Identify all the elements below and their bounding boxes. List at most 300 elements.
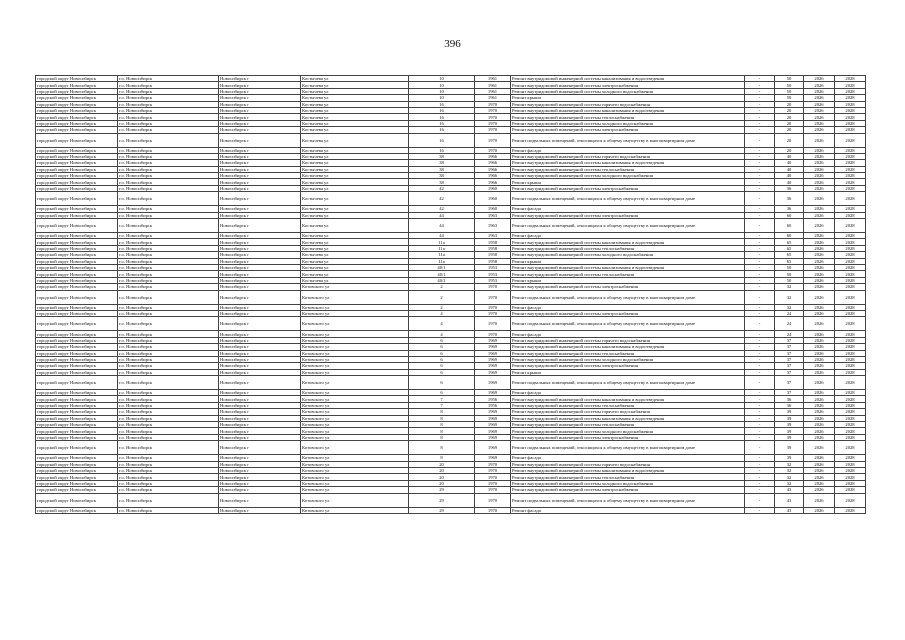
start-year-cell: 2026 <box>804 277 835 283</box>
value-cell: 37 <box>775 376 804 390</box>
municipality-cell: городской округ Новосибирск <box>36 114 118 120</box>
house-cell: 29 <box>409 507 475 513</box>
municipality-cell: городской округ Новосибирск <box>36 467 118 473</box>
value-cell: 43 <box>775 507 804 513</box>
work-type-cell: Ремонт внутридомовой инженерной системы электроснабжения <box>511 434 745 440</box>
house-cell: 8 <box>409 441 475 455</box>
start-year-cell: 2026 <box>804 434 835 440</box>
street-cell: Костычева ул <box>301 252 409 258</box>
municipality-cell: городской округ Новосибирск <box>36 239 118 245</box>
start-year-cell: 2026 <box>804 369 835 375</box>
end-year-cell: 2028 <box>835 206 866 212</box>
end-year-cell: 2028 <box>835 467 866 473</box>
dash-cell: - <box>745 277 775 283</box>
city-cell: Новосибирск г <box>219 428 301 434</box>
house-cell: 8 <box>409 428 475 434</box>
start-year-cell: 2026 <box>804 310 835 316</box>
work-type-cell: Ремонт внутридомовой инженерной системы теплоснабжения <box>511 245 745 251</box>
dash-cell: - <box>745 245 775 251</box>
house-cell: 44 <box>409 212 475 218</box>
work-type-cell: Ремонт фасада <box>511 233 745 239</box>
street-cell: Котовского ул <box>301 467 409 473</box>
house-cell: 6 <box>409 337 475 343</box>
end-year-cell: 2028 <box>835 271 866 277</box>
city-cell: Новосибирск г <box>219 271 301 277</box>
city-cell: Новосибирск г <box>219 233 301 239</box>
end-year-cell: 2028 <box>835 239 866 245</box>
city-cell: Новосибирск г <box>219 239 301 245</box>
work-type-cell: Ремонт внутридомовой инженерной системы электроснабжения <box>511 82 745 88</box>
work-type-cell: Ремонт подвальных помещений, относящихся к общему имуществу в многоквартирном доме <box>511 219 745 233</box>
city-cell: Новосибирск г <box>219 120 301 126</box>
value-cell: 20 <box>775 101 804 107</box>
city-cell: Новосибирск г <box>219 127 301 133</box>
house-cell: 38 <box>409 179 475 185</box>
table-row <box>36 219 866 233</box>
value-cell: 37 <box>775 344 804 350</box>
start-year-cell: 2026 <box>804 206 835 212</box>
work-type-cell: Ремонт внутридомовой инженерной системы канализования и водоотведения <box>511 107 745 113</box>
end-year-cell: 2028 <box>835 185 866 191</box>
start-year-cell: 2026 <box>804 271 835 277</box>
year-cell: 1970 <box>475 480 511 486</box>
dash-cell: - <box>745 428 775 434</box>
start-year-cell: 2026 <box>804 219 835 233</box>
work-type-cell: Ремонт внутридомовой инженерной системы канализования и водоотведения <box>511 76 745 82</box>
work-type-cell: Ремонт крыши <box>511 277 745 283</box>
year-cell: 1970 <box>475 133 511 147</box>
year-cell: 1969 <box>475 434 511 440</box>
district-cell: г.о. Новосибирск <box>118 95 219 101</box>
district-cell: г.о. Новосибирск <box>118 376 219 390</box>
dash-cell: - <box>745 212 775 218</box>
value-cell: 39 <box>775 415 804 421</box>
street-cell: Костычева ул <box>301 153 409 159</box>
start-year-cell: 2026 <box>804 441 835 455</box>
start-year-cell: 2026 <box>804 474 835 480</box>
city-cell: Новосибирск г <box>219 252 301 258</box>
municipality-cell: городской округ Новосибирск <box>36 212 118 218</box>
end-year-cell: 2028 <box>835 173 866 179</box>
year-cell: 1961 <box>475 95 511 101</box>
value-cell: 20 <box>775 133 804 147</box>
dash-cell: - <box>745 331 775 337</box>
value-cell: 65 <box>775 252 804 258</box>
house-cell: 16 <box>409 114 475 120</box>
dash-cell: - <box>745 153 775 159</box>
dash-cell: - <box>745 166 775 172</box>
district-cell: г.о. Новосибирск <box>118 127 219 133</box>
year-cell: 1961 <box>475 76 511 82</box>
district-cell: г.о. Новосибирск <box>118 120 219 126</box>
start-year-cell: 2026 <box>804 487 835 493</box>
municipality-cell: городской округ Новосибирск <box>36 258 118 264</box>
street-cell: Котовского ул <box>301 402 409 408</box>
year-cell: 1970 <box>475 467 511 473</box>
value-cell: 20 <box>775 114 804 120</box>
value-cell: 36 <box>775 396 804 402</box>
value-cell: 32 <box>775 461 804 467</box>
district-cell: г.о. Новосибирск <box>118 147 219 153</box>
value-cell: 40 <box>775 166 804 172</box>
municipality-cell: городской округ Новосибирск <box>36 369 118 375</box>
end-year-cell: 2028 <box>835 166 866 172</box>
year-cell: 1970 <box>475 461 511 467</box>
street-cell: Костычева ул <box>301 277 409 283</box>
dash-cell: - <box>745 369 775 375</box>
table-row <box>36 376 866 390</box>
municipality-cell: городской округ Новосибирск <box>36 153 118 159</box>
municipality-cell: городской округ Новосибирск <box>36 271 118 277</box>
dash-cell: - <box>745 474 775 480</box>
house-cell: 42 <box>409 206 475 212</box>
start-year-cell: 2026 <box>804 82 835 88</box>
start-year-cell: 2026 <box>804 304 835 310</box>
street-cell: Костычева ул <box>301 212 409 218</box>
city-cell: Новосибирск г <box>219 461 301 467</box>
district-cell: г.о. Новосибирск <box>118 461 219 467</box>
value-cell: 40 <box>775 153 804 159</box>
end-year-cell: 2028 <box>835 390 866 396</box>
street-cell: Котовского ул <box>301 434 409 440</box>
end-year-cell: 2028 <box>835 455 866 461</box>
end-year-cell: 2028 <box>835 107 866 113</box>
city-cell: Новосибирск г <box>219 507 301 513</box>
street-cell: Костычева ул <box>301 147 409 153</box>
street-cell: Костычева ул <box>301 114 409 120</box>
work-type-cell: Ремонт внутридомовой инженерной системы электроснабжения <box>511 487 745 493</box>
district-cell: г.о. Новосибирск <box>118 179 219 185</box>
district-cell: г.о. Новосибирск <box>118 206 219 212</box>
end-year-cell: 2028 <box>835 95 866 101</box>
dash-cell: - <box>745 114 775 120</box>
dash-cell: - <box>745 363 775 369</box>
municipality-cell: городской округ Новосибирск <box>36 428 118 434</box>
start-year-cell: 2026 <box>804 258 835 264</box>
dash-cell: - <box>745 304 775 310</box>
house-cell: 20 <box>409 480 475 486</box>
house-cell: 38 <box>409 166 475 172</box>
work-type-cell: Ремонт внутридомовой инженерной системы теплоснабжения <box>511 422 745 428</box>
year-cell: 1960 <box>475 206 511 212</box>
city-cell: Новосибирск г <box>219 166 301 172</box>
year-cell: 1963 <box>475 233 511 239</box>
municipality-cell: городской округ Новосибирск <box>36 304 118 310</box>
dash-cell: - <box>745 258 775 264</box>
value-cell: 20 <box>775 107 804 113</box>
table-row <box>36 493 866 507</box>
value-cell: 50 <box>775 82 804 88</box>
municipality-cell: городской округ Новосибирск <box>36 422 118 428</box>
district-cell: г.о. Новосибирск <box>118 363 219 369</box>
house-cell: 16 <box>409 101 475 107</box>
dash-cell: - <box>745 461 775 467</box>
dash-cell: - <box>745 350 775 356</box>
work-type-cell: Ремонт крыши <box>511 258 745 264</box>
value-cell: 39 <box>775 428 804 434</box>
value-cell: 39 <box>775 434 804 440</box>
dash-cell: - <box>745 467 775 473</box>
end-year-cell: 2028 <box>835 277 866 283</box>
start-year-cell: 2026 <box>804 252 835 258</box>
city-cell: Новосибирск г <box>219 376 301 390</box>
year-cell: 1970 <box>475 107 511 113</box>
municipality-cell: городской округ Новосибирск <box>36 147 118 153</box>
dash-cell: - <box>745 206 775 212</box>
municipality-cell: городской округ Новосибирск <box>36 441 118 455</box>
street-cell: Костычева ул <box>301 82 409 88</box>
municipality-cell: городской округ Новосибирск <box>36 233 118 239</box>
street-cell: Костычева ул <box>301 127 409 133</box>
house-cell: 11а <box>409 245 475 251</box>
district-cell: г.о. Новосибирск <box>118 166 219 172</box>
house-cell: 8 <box>409 434 475 440</box>
house-cell: 16 <box>409 133 475 147</box>
municipality-cell: городской округ Новосибирск <box>36 310 118 316</box>
street-cell: Котовского ул <box>301 461 409 467</box>
dash-cell: - <box>745 173 775 179</box>
dash-cell: - <box>745 133 775 147</box>
value-cell: 60 <box>775 219 804 233</box>
value-cell: 65 <box>775 245 804 251</box>
year-cell: 1970 <box>475 507 511 513</box>
district-cell: г.о. Новосибирск <box>118 160 219 166</box>
value-cell: 65 <box>775 258 804 264</box>
municipality-cell: городской округ Новосибирск <box>36 415 118 421</box>
value-cell: 50 <box>775 95 804 101</box>
municipality-cell: городской округ Новосибирск <box>36 474 118 480</box>
start-year-cell: 2026 <box>804 127 835 133</box>
year-cell: 1970 <box>475 290 511 304</box>
work-type-cell: Ремонт внутридомовой инженерной системы горячего водоснабжения <box>511 461 745 467</box>
end-year-cell: 2028 <box>835 212 866 218</box>
value-cell: 37 <box>775 369 804 375</box>
municipality-cell: городской округ Новосибирск <box>36 284 118 290</box>
house-cell: 10 <box>409 88 475 94</box>
end-year-cell: 2028 <box>835 179 866 185</box>
street-cell: Костычева ул <box>301 192 409 206</box>
city-cell: Новосибирск г <box>219 264 301 270</box>
street-cell: Котовского ул <box>301 369 409 375</box>
dash-cell: - <box>745 82 775 88</box>
street-cell: Котовского ул <box>301 441 409 455</box>
city-cell: Новосибирск г <box>219 219 301 233</box>
value-cell: 37 <box>775 390 804 396</box>
year-cell: 1966 <box>475 160 511 166</box>
street-cell: Котовского ул <box>301 337 409 343</box>
work-type-cell: Ремонт внутридомовой инженерной системы горячего водоснабжения <box>511 101 745 107</box>
house-cell: 7 <box>409 402 475 408</box>
district-cell: г.о. Новосибирск <box>118 390 219 396</box>
district-cell: г.о. Новосибирск <box>118 185 219 191</box>
city-cell: Новосибирск г <box>219 467 301 473</box>
district-cell: г.о. Новосибирск <box>118 233 219 239</box>
city-cell: Новосибирск г <box>219 95 301 101</box>
start-year-cell: 2026 <box>804 166 835 172</box>
value-cell: 32 <box>775 290 804 304</box>
house-cell: 2 <box>409 304 475 310</box>
municipality-cell: городской округ Новосибирск <box>36 185 118 191</box>
dash-cell: - <box>745 192 775 206</box>
start-year-cell: 2026 <box>804 290 835 304</box>
municipality-cell: городской округ Новосибирск <box>36 390 118 396</box>
year-cell: 1953 <box>475 264 511 270</box>
street-cell: Костычева ул <box>301 245 409 251</box>
street-cell: Костычева ул <box>301 76 409 82</box>
city-cell: Новосибирск г <box>219 396 301 402</box>
work-type-cell: Ремонт внутридомовой инженерной системы теплоснабжения <box>511 402 745 408</box>
year-cell: 1970 <box>475 284 511 290</box>
house-cell: 42 <box>409 192 475 206</box>
city-cell: Новосибирск г <box>219 82 301 88</box>
district-cell: г.о. Новосибирск <box>118 467 219 473</box>
end-year-cell: 2028 <box>835 317 866 331</box>
end-year-cell: 2028 <box>835 233 866 239</box>
value-cell: 39 <box>775 422 804 428</box>
municipality-cell: городской округ Новосибирск <box>36 206 118 212</box>
district-cell: г.о. Новосибирск <box>118 219 219 233</box>
start-year-cell: 2026 <box>804 284 835 290</box>
start-year-cell: 2026 <box>804 363 835 369</box>
start-year-cell: 2026 <box>804 192 835 206</box>
year-cell: 1970 <box>475 147 511 153</box>
start-year-cell: 2026 <box>804 212 835 218</box>
street-cell: Костычева ул <box>301 179 409 185</box>
value-cell: 39 <box>775 455 804 461</box>
street-cell: Костычева ул <box>301 258 409 264</box>
year-cell: 1961 <box>475 88 511 94</box>
end-year-cell: 2028 <box>835 120 866 126</box>
city-cell: Новосибирск г <box>219 173 301 179</box>
work-type-cell: Ремонт фасада <box>511 331 745 337</box>
house-cell: 6 <box>409 363 475 369</box>
value-cell: 39 <box>775 441 804 455</box>
value-cell: 32 <box>775 480 804 486</box>
street-cell: Костычева ул <box>301 185 409 191</box>
city-cell: Новосибирск г <box>219 422 301 428</box>
street-cell: Котовского ул <box>301 415 409 421</box>
street-cell: Котовского ул <box>301 422 409 428</box>
municipality-cell: городской округ Новосибирск <box>36 461 118 467</box>
street-cell: Котовского ул <box>301 290 409 304</box>
value-cell: 32 <box>775 304 804 310</box>
municipality-cell: городской округ Новосибирск <box>36 290 118 304</box>
street-cell: Костычева ул <box>301 160 409 166</box>
start-year-cell: 2026 <box>804 133 835 147</box>
end-year-cell: 2028 <box>835 153 866 159</box>
work-type-cell: Ремонт подвальных помещений, относящихся к общему имуществу в многоквартирном доме <box>511 192 745 206</box>
table-row <box>36 192 866 206</box>
street-cell: Котовского ул <box>301 480 409 486</box>
end-year-cell: 2028 <box>835 376 866 390</box>
municipality-cell: городской округ Новосибирск <box>36 173 118 179</box>
dash-cell: - <box>745 317 775 331</box>
district-cell: г.о. Новосибирск <box>118 356 219 362</box>
dash-cell: - <box>745 344 775 350</box>
value-cell: 24 <box>775 331 804 337</box>
year-cell: 1969 <box>475 441 511 455</box>
year-cell: 1958 <box>475 239 511 245</box>
year-cell: 1970 <box>475 310 511 316</box>
year-cell: 1970 <box>475 304 511 310</box>
street-cell: Котовского ул <box>301 356 409 362</box>
dash-cell: - <box>745 179 775 185</box>
house-cell: 8 <box>409 409 475 415</box>
district-cell: г.о. Новосибирск <box>118 331 219 337</box>
start-year-cell: 2026 <box>804 461 835 467</box>
end-year-cell: 2028 <box>835 101 866 107</box>
house-cell: 44 <box>409 219 475 233</box>
year-cell: 1969 <box>475 376 511 390</box>
house-cell: 16 <box>409 147 475 153</box>
city-cell: Новосибирск г <box>219 107 301 113</box>
year-cell: 1953 <box>475 271 511 277</box>
value-cell: 36 <box>775 192 804 206</box>
city-cell: Новосибирск г <box>219 480 301 486</box>
value-cell: 32 <box>775 284 804 290</box>
street-cell: Костычева ул <box>301 166 409 172</box>
value-cell: 60 <box>775 233 804 239</box>
house-cell: 38 <box>409 160 475 166</box>
dash-cell: - <box>745 390 775 396</box>
value-cell: 20 <box>775 127 804 133</box>
municipality-cell: городской округ Новосибирск <box>36 192 118 206</box>
end-year-cell: 2028 <box>835 337 866 343</box>
start-year-cell: 2026 <box>804 239 835 245</box>
dash-cell: - <box>745 337 775 343</box>
year-cell: 1960 <box>475 192 511 206</box>
work-type-cell: Ремонт подвальных помещений, относящихся к общему имуществу в многоквартирном доме <box>511 317 745 331</box>
municipality-cell: городской округ Новосибирск <box>36 166 118 172</box>
dash-cell: - <box>745 147 775 153</box>
work-type-cell: Ремонт внутридомовой инженерной системы холодного водоснабжения <box>511 428 745 434</box>
year-cell: 1958 <box>475 252 511 258</box>
year-cell: 1969 <box>475 356 511 362</box>
district-cell: г.о. Новосибирск <box>118 350 219 356</box>
end-year-cell: 2028 <box>835 434 866 440</box>
house-cell: 6 <box>409 356 475 362</box>
municipality-cell: городской округ Новосибирск <box>36 337 118 343</box>
start-year-cell: 2026 <box>804 264 835 270</box>
start-year-cell: 2026 <box>804 507 835 513</box>
end-year-cell: 2028 <box>835 422 866 428</box>
end-year-cell: 2028 <box>835 133 866 147</box>
value-cell: 32 <box>775 474 804 480</box>
end-year-cell: 2028 <box>835 304 866 310</box>
start-year-cell: 2026 <box>804 114 835 120</box>
district-cell: г.о. Новосибирск <box>118 284 219 290</box>
end-year-cell: 2028 <box>835 441 866 455</box>
dash-cell: - <box>745 310 775 316</box>
house-cell: 4 <box>409 310 475 316</box>
city-cell: Новосибирск г <box>219 331 301 337</box>
municipality-cell: городской округ Новосибирск <box>36 434 118 440</box>
repair-schedule-table <box>35 75 866 514</box>
district-cell: г.о. Новосибирск <box>118 441 219 455</box>
value-cell: 36 <box>775 402 804 408</box>
street-cell: Костычева ул <box>301 133 409 147</box>
dash-cell: - <box>745 455 775 461</box>
street-cell: Котовского ул <box>301 507 409 513</box>
district-cell: г.о. Новосибирск <box>118 474 219 480</box>
city-cell: Новосибирск г <box>219 277 301 283</box>
start-year-cell: 2026 <box>804 95 835 101</box>
end-year-cell: 2028 <box>835 402 866 408</box>
start-year-cell: 2026 <box>804 428 835 434</box>
district-cell: г.о. Новосибирск <box>118 114 219 120</box>
work-type-cell: Ремонт внутридомовой инженерной системы горячего водоснабжения <box>511 409 745 415</box>
municipality-cell: городской округ Новосибирск <box>36 493 118 507</box>
